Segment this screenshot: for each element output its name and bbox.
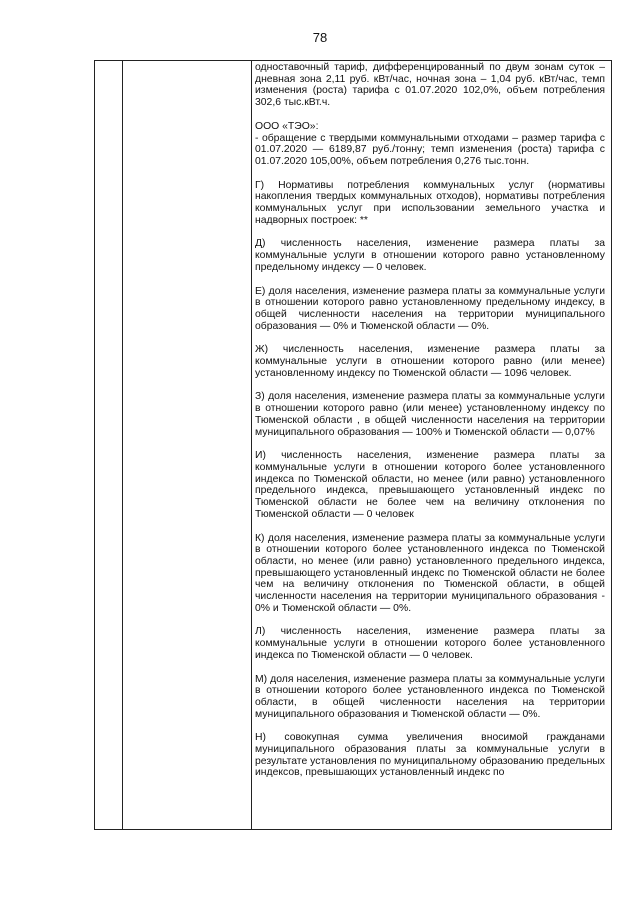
column-divider-2: [251, 61, 252, 829]
table-border-left: [94, 61, 95, 829]
table-border-right: [611, 61, 612, 829]
paragraph-e: Е) доля населения, изменение размера платы за коммунальные услуги в отношении которого равно установленному предельному индексу, в общей численности населения на территории муниципального образования — 0% и Тюменской области — 0%.: [255, 285, 605, 332]
paragraph-tariff-electricity: одноставочный тариф, дифференцированный по двум зонам суток – дневная зона 2,11 руб. кВт/час, ночная зона – 1,04 руб. кВт/час, темп изменения (роста) тарифа с 01.07.2020 102,0%, объем потребления 302,6 тыс.кВт.ч.: [255, 62, 605, 109]
paragraph-i: И) численность населения, изменение размера платы за коммунальные услуги в отношении которого более установленного индекса по Тюменской области, но менее (или равно) установленного предельного индекса, превышающего установленный индекс по Тюменской области не более чем на величину отклонения по Тюменской области — 0 человек: [255, 450, 605, 520]
paragraph-l: Л) численность населения, изменение размера платы за коммунальные услуги в отношении которого более установленного индекса по Тюменской области — 0 человек.: [255, 626, 605, 661]
paragraph-k: К) доля населения, изменение размера платы за коммунальные услуги в отношении которого более установленного индекса по Тюменской области, но менее (или равно) установленного предельного индекса, превышающего установленный индекс по Тюменской области не более чем на величину отклонения по Тюменской области, в общей численности населения на территории муниципального образования - 0% и Тюменской области — 0%.: [255, 532, 605, 614]
paragraph-teo-waste-tariff: - обращение с твердыми коммунальными отходами – размер тарифа с 01.07.2020 — 6189,87 руб./тонну; темп изменения (роста) тарифа с 01.07.2020 105,00%, объем потребления 0,276 тыс.тонн.: [255, 132, 605, 167]
paragraph-m: М) доля населения, изменение размера платы за коммунальные услуги в отношении которого более установленного индекса по Тюменской области, в общей численности населения на территории муниципального образования и Тюменской области — 0%.: [255, 673, 605, 720]
paragraph-g-norms: Г) Нормативы потребления коммунальных услуг (нормативы накопления твердых коммунальных отходов), нормативы потребления коммунальных услуг при использовании земельного участка и надворных построек: **: [255, 179, 605, 226]
paragraph-d: Д) численность населения, изменение размера платы за коммунальные услуги в отношении которого равно установленному предельному индексу — 0 человек.: [255, 238, 605, 273]
text-cell: [255, 62, 605, 779]
paragraph-zh: Ж) численность населения, изменение размера платы за коммунальные услуги в отношении которого равно (или менее) установленному индексу по Тюменской области — 1096 человек.: [255, 344, 605, 379]
column-divider-1: [122, 61, 123, 829]
page-number: 78: [312, 30, 328, 45]
paragraph-teo-heading: ООО «ТЭО»:: [255, 120, 319, 132]
paragraph-n: Н) совокупная сумма увеличения вносимой гражданами муниципального образования платы за коммунальные услуги в результате установления по муниципальному образованию предельных индексов, превышающих установленный индекс по: [255, 732, 605, 779]
paragraph-z: З) доля населения, изменение размера платы за коммунальные услуги в отношении которого равно (или менее) установленному индексу по Тюменской области , в общей численности населения на территории муниципального образования — 100% и Тюменской области — 0,07%: [255, 391, 605, 438]
document-table: [94, 60, 612, 830]
